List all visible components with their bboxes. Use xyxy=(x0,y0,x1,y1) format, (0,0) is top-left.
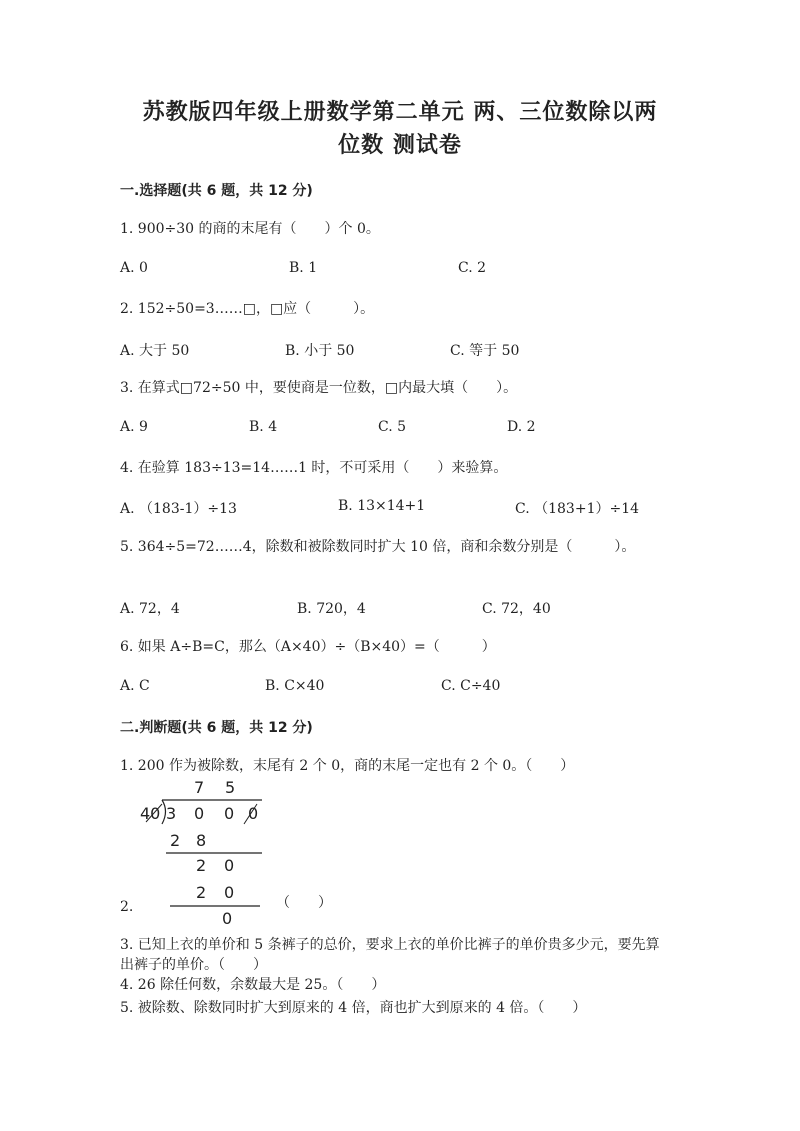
judgement-4: 4. 26 除任何数，余数最大是 25。（ ） xyxy=(120,977,386,993)
section-heading-judgement: 二.判断题(共 6 题，共 12 分) xyxy=(120,720,313,736)
step-digit: 0 xyxy=(224,856,235,875)
step-digit: 8 xyxy=(196,831,207,850)
option-a: A. 0 xyxy=(120,260,148,276)
dividend-digit: 0 xyxy=(194,804,205,823)
step-digit: 2 xyxy=(196,883,207,902)
option-c: C. （183+1）÷14 xyxy=(515,501,640,517)
step-digit: 2 xyxy=(196,856,207,875)
option-a: A. C xyxy=(120,678,150,694)
option-a: A. 大于 50 xyxy=(120,343,190,359)
division-bracket xyxy=(162,800,166,824)
question-2: 2. 152÷50=3……□，□应（ ）。 xyxy=(120,301,375,317)
long-division-svg xyxy=(140,776,270,926)
option-c: C. 等于 50 xyxy=(450,343,520,359)
option-a: A. （183-1）÷13 xyxy=(120,501,237,517)
option-d: D. 2 xyxy=(507,419,536,435)
step-digit: 2 xyxy=(170,831,181,850)
question-4: 4. 在验算 183÷13=14……1 时，不可采用（ ）来验算。 xyxy=(120,460,508,476)
question-6: 6. 如果 A÷B=C，那么（A×40）÷（B×40）=（ ） xyxy=(120,639,496,655)
dividend-digit: 0 xyxy=(248,804,259,823)
option-b: B. C×40 xyxy=(265,678,325,694)
question-1: 1. 900÷30 的商的末尾有（ ）个 0。 xyxy=(120,221,380,237)
option-c: C. 72，40 xyxy=(482,601,551,617)
option-c: C. 5 xyxy=(378,419,407,435)
judgement-3: 3. 已知上衣的单价和 5 条裤子的总价，要求上衣的单价比裤子的单价贵多少元，要先算出裤子的单价。（ ） xyxy=(120,937,660,973)
question-5: 5. 364÷5=72……4，除数和被除数同时扩大 10 倍，商和余数分别是（ ）。 xyxy=(120,539,636,555)
question-3: 3. 在算式□72÷50 中，要使商是一位数，□内最大填（ ）。 xyxy=(120,380,518,396)
page-title xyxy=(60,96,740,162)
divisor: 40 xyxy=(140,804,161,823)
dividend-digit: 3 xyxy=(166,804,177,823)
option-b: B. 4 xyxy=(249,419,278,435)
section-heading-choice: 一.选择题(共 6 题，共 12 分) xyxy=(120,183,313,199)
step-digit: 0 xyxy=(224,883,235,902)
remainder: 0 xyxy=(222,909,233,928)
title-line-2: 位数 测试卷 xyxy=(338,133,462,158)
option-c: C. C÷40 xyxy=(441,678,501,694)
option-c: C. 2 xyxy=(458,260,487,276)
judgement-2-label: 2. xyxy=(120,899,134,915)
dividend-digit: 0 xyxy=(224,804,235,823)
option-b: B. 13×14+1 xyxy=(338,498,426,514)
quotient-digit: 5 xyxy=(225,778,236,797)
judgement-1: 1. 200 作为被除数，末尾有 2 个 0，商的末尾一定也有 2 个 0。（ ） xyxy=(120,758,575,774)
long-division-figure xyxy=(140,776,270,926)
option-b: B. 小于 50 xyxy=(285,343,355,359)
option-a: A. 72，4 xyxy=(120,601,180,617)
option-b: B. 1 xyxy=(289,260,318,276)
judgement-5: 5. 被除数、除数同时扩大到原来的 4 倍，商也扩大到原来的 4 倍。（ ） xyxy=(120,1000,587,1016)
title-line-1: 苏教版四年级上册数学第二单元 两、三位数除以两 xyxy=(142,100,658,125)
option-b: B. 720，4 xyxy=(297,601,366,617)
quotient-digit: 7 xyxy=(194,778,205,797)
option-a: A. 9 xyxy=(120,419,148,435)
judgement-2-answer: （ ） xyxy=(276,895,332,911)
